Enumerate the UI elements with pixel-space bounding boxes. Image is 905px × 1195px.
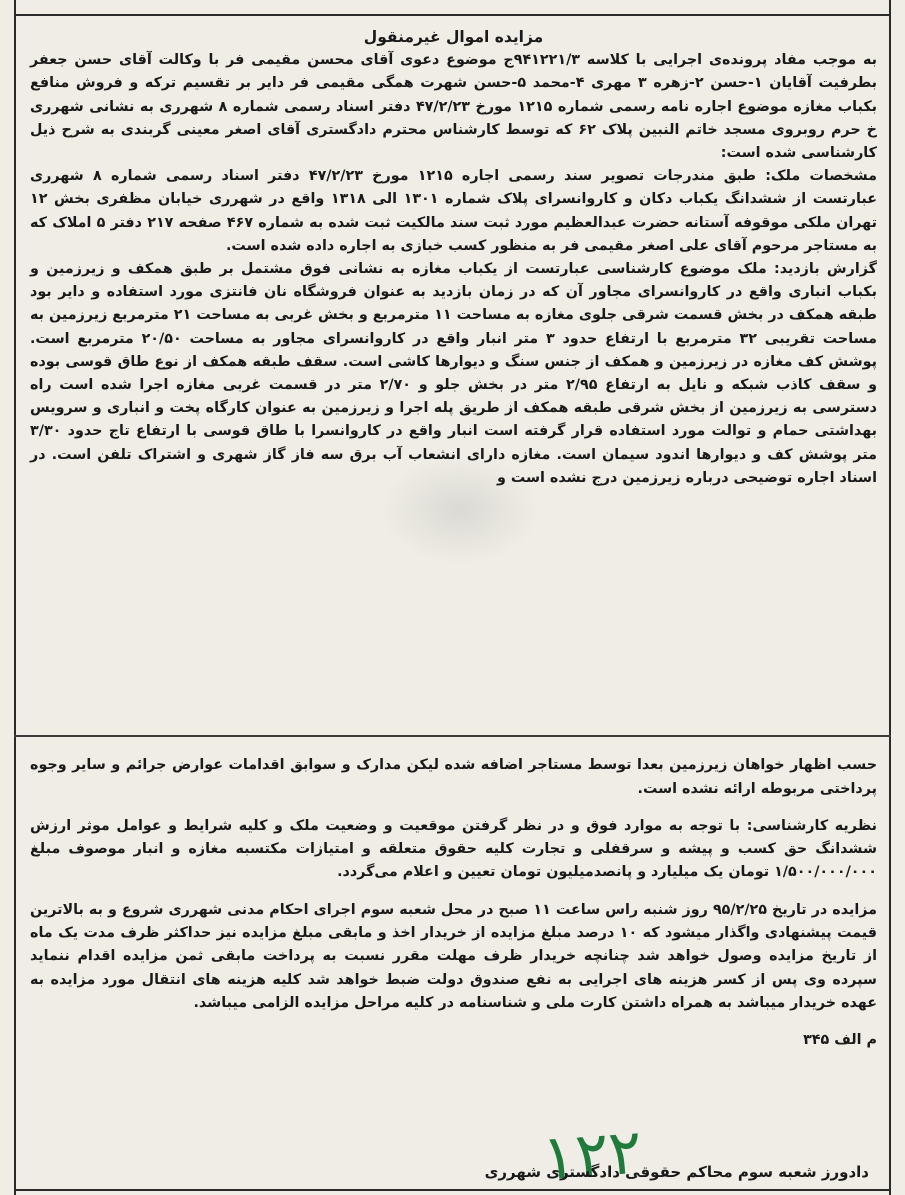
- border-right: [889, 0, 891, 1195]
- notice-paragraph: گزارش بازدید: ملک موضوع کارشناسی عبارتست از یکباب مغازه به نشانی فوق مشتمل بر طبق همکف و زیرزمین و بکباب انباری واقع در کاروانسرای مجاور آن که در زمان بازدید به عنوان فروشگاه نان فانتزی مورد استفاده و دایر بود طبقه همکف در بخش قسمت شرقی جلوی مغازه به مساحت ۱۱ مترمربع و بخش غربی به مساحت ۲۱ مترمربع زیرزمین به مساحت تقریبی ۳۲ مترمربع با ارتفاع حدود ۳ متر انبار واقع در کاروانسرای مجاور به مساحت ۲۰/۵۰ مترمربع است. پوشش کف مغازه در زیرزمین و همکف از جنس سنگ و دیوارها کاشی است. سقف طبقه همکف از نوع طاق قوسی بوده و سقف کاذب شبکه و نایل به ارتفاع ۲/۹۵ متر در بخش جلو و ۲/۷۰ متر در قسمت غربی مغازه اجرا شده است راه دسترسی به زیرزمین از بخش شرقی طبقه همکف از طریق پله اجرا و زیرزمین به عنوان کارگاه پخت و انباری و سرویس بهداشتی حمام و توالت مورد استفاده قرار گرفته است انبار واقع در کاروانسرا با طاق قوسی با ارتفاع تاج حدود ۳/۳۰ متر پوشش کف و دیوارها اندود سیمان است. مغازه دارای انشعاب آب برق سه فاز گاز شهری و اشتراک تلفن است. در اسناد اجاره توضیحی درباره زیرزمین درج نشده است و: [30, 261, 877, 486]
- border-top: [14, 14, 891, 16]
- border-bottom: [14, 1189, 891, 1191]
- notice-paragraph: نظریه کارشناسی: با توجه به موارد فوق و در نظر گرفتن موقعیت و وضعیت ملک و کلیه شرایط و عوامل موثر ارزش ششدانگ حق کسب و پیشه و سرقفلی و تجارت کلیه حقوق متعلقه و امتیازات مکتسبه مغازه و انبار موصوف مبلغ ۱/۵۰۰/۰۰۰/۰۰۰ تومان یک میلیارد و پانصدمیلیون تومان تعیین و اعلام می‌گردد.: [30, 818, 877, 881]
- notice-body: [30, 26, 877, 490]
- notice-paragraph: به موجب مفاد پرونده‌ی اجرایی با کلاسه ۹۴۱۲۲۱/۳ج موضوع دعوی آقای محسن مقیمی فر با وکالت آقای حسن جعفر بطرفیت آقایان ۱-حسن ۲-زهره ۳ مهری ۴-محمد ۵-حسن شهرت همگی مقیمی فر دایر بر تقسیم ترکه و فروش منافع بکباب مغازه موضوع اجاره نامه رسمی شماره ۱۲۱۵ مورخ ۴۷/۲/۲۳ دفتر اسناد رسمی شماره ۸ شهرری به نشانی شهرری خ حرم روبروی مسجد خاتم النبین پلاک ۶۲ که توسط کارشناس محترم دادگستری آقای اصغر معینی گربندی به شرح ذیل کارشناسی شده است:: [30, 52, 878, 162]
- signature-line: دادورز شعبه سوم محاکم حقوقی دادگستری شهرری: [484, 1163, 869, 1181]
- handwritten-number: ۱۲۲: [539, 1114, 645, 1195]
- notice-lower-body: [30, 740, 877, 1067]
- section-divider: [14, 735, 891, 737]
- reference-number: م الف ۳۴۵: [803, 1032, 877, 1049]
- notice-paragraph: مزایده در تاریخ ۹۵/۲/۲۵ روز شنبه راس ساعت ۱۱ صبح در محل شعبه سوم اجرای احکام مدنی شهرری شروع و به بالاترین قیمت پیشنهادی واگذار میشود که ۱۰ درصد مبلغ مزایده از خریدار اخذ و مابقی مبلغ مزایده نیز حداکثر ظرف مدت یک ماه از تاریخ مزایده وصول خواهد شد چنانچه خریدار ظرف مهلت مقرر نسبت به پرداخت مابقی ثمن مزایده اقدام ننماید سپرده وی پس از کسر هزینه های اجرایی به نفع صندوق دولت ضبط خواهد شد کلیه هزینه های انتقال مورد مزایده به عهده خریدار میباشد به همراه داشتن کارت ملی و شناسنامه در کلیه مراحل مزایده الزامی میباشد.: [30, 901, 878, 1011]
- notice-paragraph: مشخصات ملک: طبق مندرجات تصویر سند رسمی اجاره ۱۲۱۵ مورخ ۴۷/۲/۲۳ دفتر اسناد رسمی شماره ۸ شهرری عبارتست از ششدانگ یکباب دکان و کاروانسرای پلاک شماره ۱۳۰۱ الی ۱۳۱۸ واقع در شهرری خیابان مظفری بخش ۱۲ تهران ملکی موقوفه آستانه حضرت عبدالعظیم مورد ثبت سند مالکیت ثبت شده به شماره ۴۶۷ صفحه ۲۱۷ دفتر ۵ املاک که به مستاجر مرحوم آقای علی اصغر مقیمی فر به منظور کسب خبازی به اجاره داده شده است.: [30, 168, 878, 254]
- notice-paragraph: حسب اظهار خواهان زیرزمین بعدا توسط مستاجر اضافه شده لیکن مدارک و سوابق اقدامات عوارض جرائم و سایر وجوه پرداختی مربوطه ارائه نشده است.: [30, 757, 877, 797]
- border-left: [14, 0, 16, 1195]
- notice-title: مزایده اموال غیرمنقول: [363, 28, 544, 46]
